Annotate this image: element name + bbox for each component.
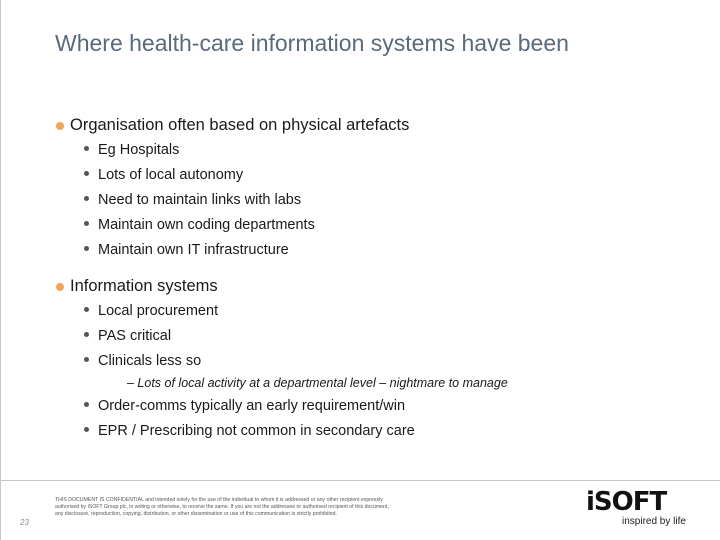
- bullet-icon: [84, 307, 89, 312]
- list-item: [84, 328, 171, 344]
- logo-wordmark: iSOFT: [586, 487, 667, 517]
- list-item-label: Order-comms typically an early requirement/win: [98, 398, 406, 414]
- bullet-icon: [84, 357, 89, 362]
- list-item: [84, 142, 179, 158]
- bullet-icon: [84, 146, 89, 151]
- section-heading-information-systems: [56, 277, 218, 296]
- list-item-label: Maintain own coding departments: [98, 217, 315, 233]
- list-item: [84, 353, 201, 369]
- list-item-label: EPR / Prescribing not common in secondary care: [98, 423, 415, 439]
- slide-title: Where health-care information systems have been: [55, 30, 569, 56]
- list-item-label: PAS critical: [98, 328, 172, 344]
- list-item-label: Local procurement: [98, 303, 219, 319]
- list-item: [84, 192, 301, 208]
- confidentiality-disclaimer: THIS DOCUMENT IS CONFIDENTIAL and intended solely for the use of the individual to whom it is addressed or any other recipient expressly authorised by iSOFT Group plc, in writing or otherwise, to receive the same. If you are not the addressee or authorised recipient of this document, any disclosure, reproduction, copying, distribution, or other dissemination or use of this communication is strictly prohibited.: [55, 497, 389, 517]
- section-heading-label: Information systems: [70, 277, 218, 295]
- bullet-dot-icon: [56, 122, 64, 130]
- bullet-dot-icon: [56, 283, 64, 291]
- bullet-icon: [84, 196, 89, 201]
- left-rule: [0, 0, 1, 540]
- section-heading-label: Organisation often based on physical artefacts: [70, 116, 410, 134]
- bullet-icon: [84, 171, 89, 176]
- list-item: [84, 423, 415, 439]
- list-item: [84, 242, 289, 258]
- page-number: 23: [20, 518, 29, 527]
- list-item: [84, 217, 315, 233]
- section-heading-organisation: [56, 116, 409, 135]
- list-item-label: Need to maintain links with labs: [98, 192, 302, 208]
- bullet-icon: [84, 332, 89, 337]
- bullet-icon: [84, 246, 89, 251]
- list-item: [84, 398, 405, 414]
- bullet-icon: [84, 427, 89, 432]
- bullet-icon: [84, 402, 89, 407]
- logo-tagline: inspired by life: [622, 516, 686, 527]
- list-item-label: Maintain own IT infrastructure: [98, 242, 289, 258]
- list-item-label: Clinicals less so: [98, 353, 202, 369]
- sub-note: – Lots of local activity at a departmental level – nightmare to manage: [127, 376, 508, 390]
- isoft-logo: [586, 488, 696, 516]
- footer-rule: [0, 480, 720, 481]
- list-item-label: Eg Hospitals: [98, 142, 180, 158]
- bullet-icon: [84, 221, 89, 226]
- list-item-label: Lots of local autonomy: [98, 167, 244, 183]
- list-item: [84, 303, 218, 319]
- list-item: [84, 167, 243, 183]
